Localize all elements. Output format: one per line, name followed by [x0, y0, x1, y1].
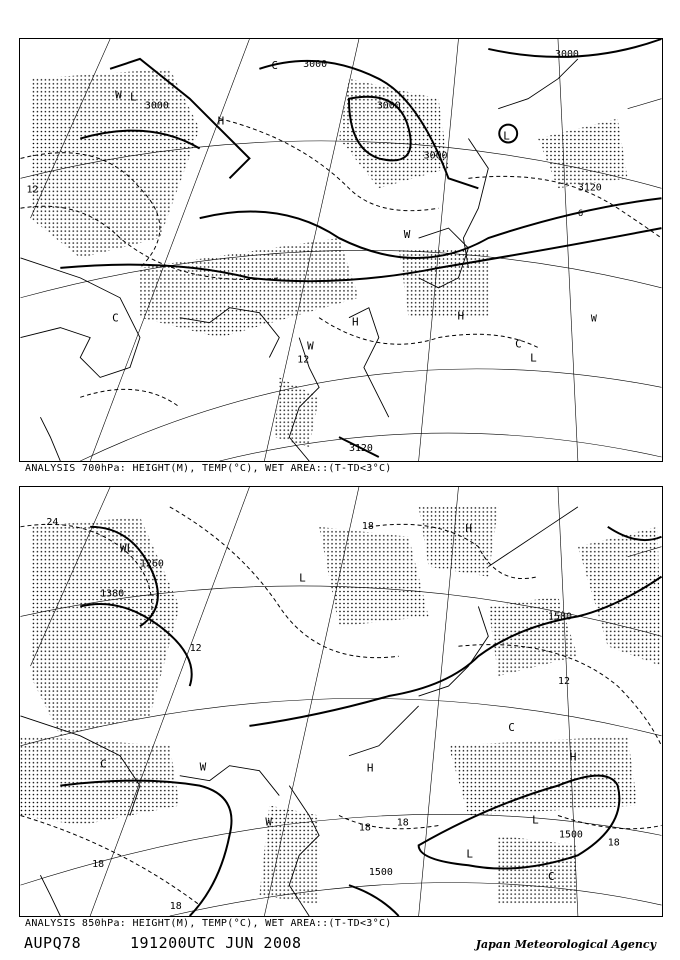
temp-label: 6 [577, 209, 584, 220]
temp-label: 18 [169, 901, 182, 913]
height-label: 3000 [423, 150, 448, 162]
temp-label: 12 [26, 184, 39, 196]
pressure-center: L [299, 571, 306, 585]
pressure-center: H [217, 114, 225, 128]
temp-label: 24 [46, 516, 59, 528]
pressure-center: W [115, 88, 122, 102]
pressure-center: L [130, 90, 137, 104]
temp-label: 18 [396, 817, 409, 829]
caption-850hpa: ANALYSIS 850hPa: HEIGHT(M), TEMP(°C), WET AREA::(T-TD<3°C) [25, 918, 392, 929]
temp-label: 12 [557, 676, 570, 688]
pressure-center: W [307, 339, 314, 353]
pressure-center: H [465, 521, 473, 535]
height-label: 3000 [303, 58, 328, 70]
pressure-center: W [265, 815, 272, 829]
pressure-center: C [112, 311, 119, 325]
height-label: 1380 [100, 588, 125, 600]
height-label: 3120 [577, 182, 602, 194]
labels-850hpa [20, 487, 662, 916]
pressure-center: H [457, 309, 465, 323]
temp-label: 18 [358, 822, 371, 834]
chart-700hpa [19, 38, 663, 462]
temp-label: 18 [361, 520, 374, 532]
pressure-center: C [548, 870, 555, 884]
caption-700hpa: ANALYSIS 700hPa: HEIGHT(M), TEMP(°C), WET AREA::(T-TD<3°C) [25, 463, 392, 474]
temp-label: 12 [297, 354, 310, 366]
height-label: 1500 [558, 829, 583, 841]
valid-time: 191200UTC JUN 2008 [130, 934, 302, 952]
pressure-center: C [271, 58, 278, 72]
pressure-center: L [530, 351, 537, 365]
pressure-center: W [199, 760, 207, 774]
pressure-center: C [515, 337, 522, 351]
pressure-center: C [100, 757, 107, 771]
height-label: 1260 [139, 558, 164, 570]
temp-label: 12 [189, 643, 202, 655]
pressure-center: WL [120, 541, 134, 555]
chart-850hpa [19, 486, 663, 917]
height-label: 1500 [368, 867, 393, 879]
pressure-center: L [532, 813, 539, 827]
pressure-center: L [466, 847, 474, 861]
product-code: AUPQ78 [24, 934, 82, 952]
temp-label: 18 [92, 859, 105, 871]
pressure-center: H [366, 761, 374, 775]
height-label: 3000 [554, 48, 579, 60]
height-label: 3120 [348, 443, 373, 455]
labels-700hpa [20, 39, 662, 461]
pressure-center: C [508, 720, 515, 734]
agency-name: Japan Meteorological Agency [475, 938, 656, 951]
pressure-center: W [403, 228, 411, 242]
pressure-center: W [590, 313, 597, 325]
pressure-center: H [351, 315, 359, 329]
pressure-center: H [569, 750, 577, 764]
pressure-center: L [503, 129, 510, 143]
height-label: 3000 [376, 100, 401, 112]
height-label: 1500 [548, 611, 572, 623]
temp-label: 18 [607, 837, 620, 849]
height-label: 3000 [144, 100, 169, 112]
